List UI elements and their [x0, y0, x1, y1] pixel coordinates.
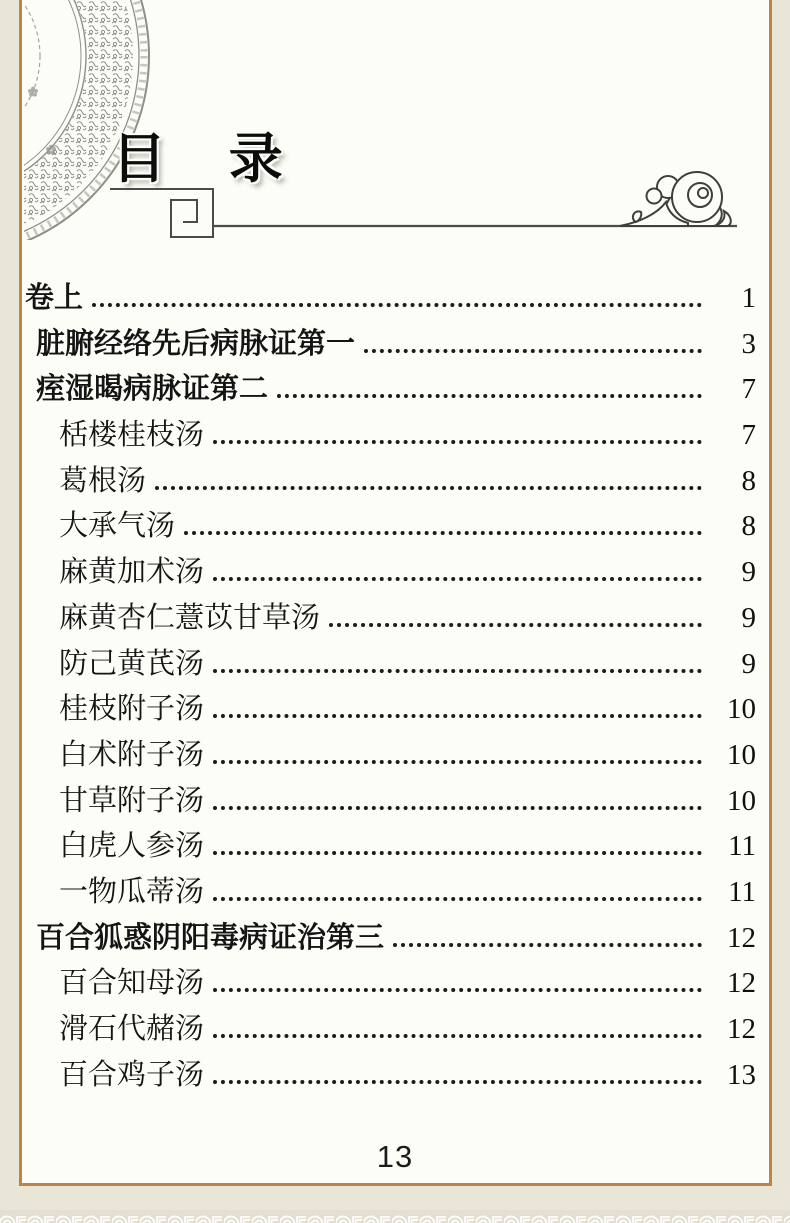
toc-entry-label: 白虎人参汤	[59, 830, 205, 863]
toc-entry-label: 麻黄杏仁薏苡甘草汤	[59, 601, 321, 634]
dotted-leader	[213, 733, 702, 764]
toc-entry-label: 栝楼桂枝汤	[59, 419, 205, 452]
toc-entry-page-number: 12	[727, 921, 756, 954]
toc-entry	[22, 596, 756, 642]
toc-entry-label: 甘草附子汤	[59, 784, 205, 817]
toc-entry-page-number: 9	[741, 556, 756, 589]
toc-entry	[22, 276, 756, 322]
folio-page-number: 13	[376, 1139, 414, 1174]
dotted-leader	[213, 824, 702, 855]
toc-entry-page-number: 7	[741, 419, 756, 452]
dotted-leader	[213, 1053, 702, 1084]
dotted-leader	[393, 916, 702, 947]
dotted-leader	[213, 870, 702, 901]
toc-entry	[22, 642, 756, 688]
dotted-leader	[92, 276, 702, 307]
toc-entry-label: 防己黄芪汤	[59, 647, 205, 680]
toc-entry-page-number: 7	[741, 373, 756, 406]
toc-entry	[22, 1053, 756, 1099]
dotted-leader	[213, 413, 702, 444]
dotted-leader	[213, 642, 702, 673]
toc-entry-page-number: 3	[741, 327, 756, 360]
toc-entry-page-number: 9	[741, 647, 756, 680]
toc-entry	[22, 550, 756, 596]
dotted-leader	[213, 1007, 702, 1038]
dotted-leader	[213, 961, 702, 992]
bottom-meander-band-icon	[0, 1210, 790, 1223]
toc-entry	[22, 961, 756, 1007]
toc-entry	[22, 870, 756, 916]
toc-entry	[22, 367, 756, 413]
toc-entry-page-number: 1	[741, 282, 756, 314]
toc-entry	[22, 459, 756, 505]
toc-entry	[22, 916, 756, 962]
toc-entry-page-number: 12	[727, 967, 756, 1000]
toc-entry-label: 白术附子汤	[59, 738, 205, 771]
toc-entry-label: 滑石代赭汤	[59, 1013, 205, 1045]
toc-entry	[22, 413, 756, 459]
toc-entry-label: 百合鸡子汤	[59, 1058, 205, 1091]
toc-entry-page-number: 11	[728, 875, 756, 908]
dotted-leader	[364, 322, 702, 353]
toc-entry-page-number: 13	[727, 1058, 756, 1091]
dotted-leader	[277, 367, 702, 398]
toc-entry-page-number: 11	[728, 830, 756, 863]
toc-entry-label: 卷上	[25, 282, 84, 314]
toc-entry-label: 麻黄加术汤	[59, 556, 205, 589]
toc-entry-page-number: 9	[741, 601, 756, 634]
cloud-wave-icon	[620, 172, 731, 226]
toc-entry	[22, 1007, 756, 1053]
paper-sheet	[19, 0, 772, 1186]
toc-entry-page-number: 10	[727, 738, 756, 771]
dotted-leader	[329, 596, 702, 627]
toc-entry-page-number: 12	[727, 1013, 756, 1045]
toc-entry-page-number: 8	[741, 464, 756, 497]
toc-list	[22, 276, 756, 1098]
toc-entry	[22, 687, 756, 733]
dotted-leader	[213, 779, 702, 810]
dotted-leader	[213, 550, 702, 581]
dotted-leader	[184, 504, 702, 535]
toc-entry	[22, 824, 756, 870]
toc-entry-label: 痓湿暍病脉证第二	[36, 373, 269, 406]
toc-entry-page-number: 10	[727, 693, 756, 726]
toc-entry-label: 大承气汤	[59, 510, 176, 543]
toc-entry	[22, 733, 756, 779]
toc-entry-page-number: 10	[727, 784, 756, 817]
toc-entry	[22, 504, 756, 550]
dotted-leader	[155, 459, 702, 490]
toc-entry-label: 脏腑经络先后病脉证第一	[36, 327, 356, 360]
toc-entry	[22, 322, 756, 368]
toc-entry-page-number: 8	[741, 510, 756, 543]
toc-entry-label: 葛根汤	[59, 464, 147, 497]
toc-entry-label: 一物瓜蒂汤	[59, 875, 205, 908]
toc-entry-label: 百合狐惑阴阳毒病证治第三	[36, 921, 385, 954]
toc-entry-label: 百合知母汤	[59, 967, 205, 1000]
page-title: 目 录	[112, 126, 298, 190]
toc-entry-label: 桂枝附子汤	[59, 693, 205, 726]
dotted-leader	[213, 687, 702, 718]
toc-entry	[22, 779, 756, 825]
